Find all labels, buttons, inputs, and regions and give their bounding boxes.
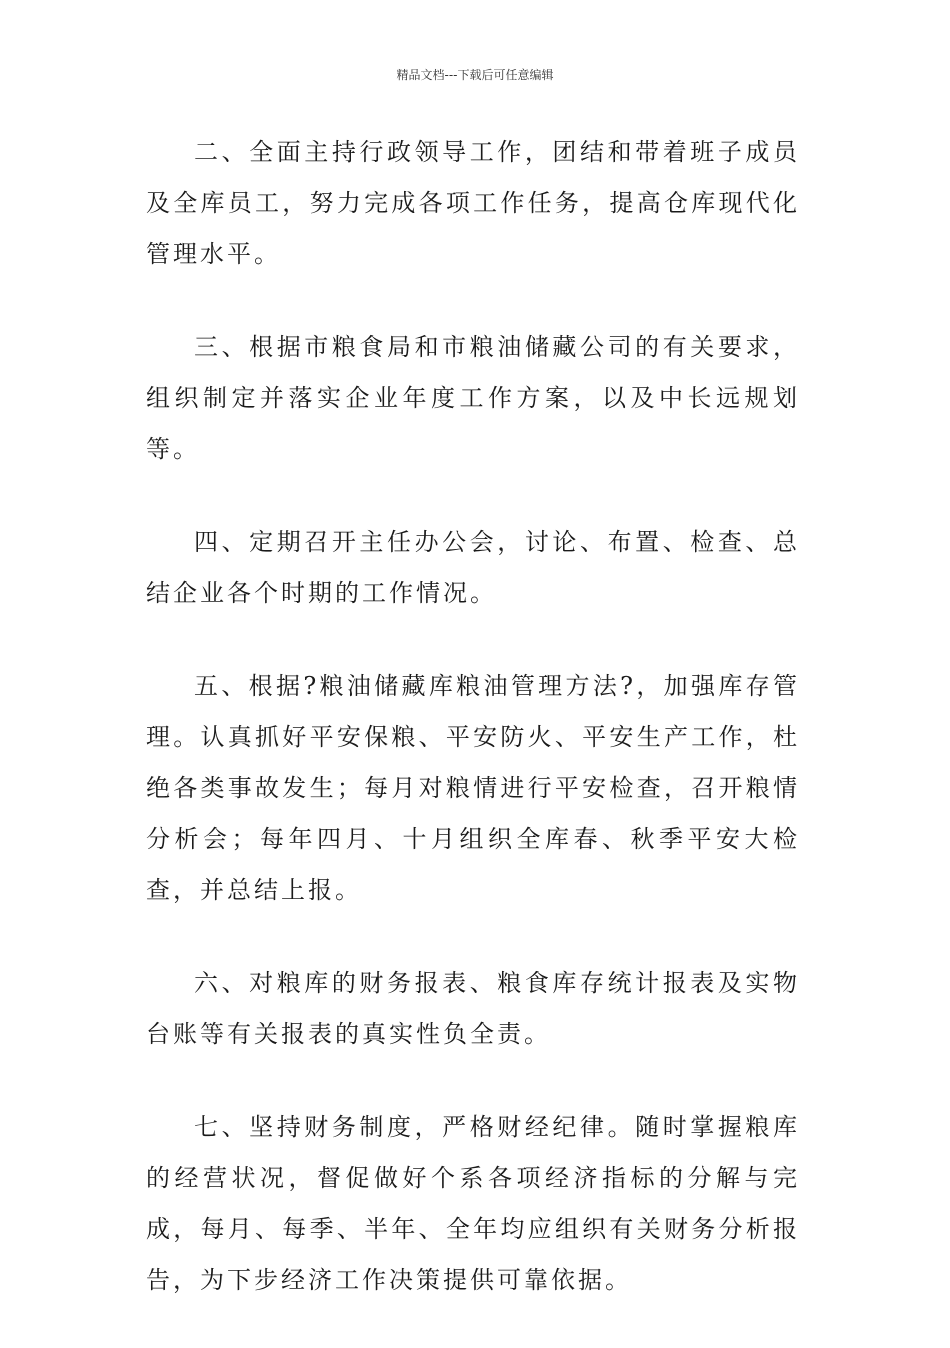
paragraph-6: 六、对粮库的财务报表、粮食库存统计报表及实物台账等有关报表的真实性负全责。 <box>146 969 800 1048</box>
paragraph-2: 二、全面主持行政领导工作，团结和带着班子成员及全库员工，努力完成各项工作任务，提高仓库现代化管理水平。 <box>146 138 800 268</box>
document-body <box>146 127 800 1348</box>
paragraph-3: 三、根据市粮食局和市粮油储藏公司的有关要求，组织制定并落实企业年度工作方案，以及中长远规划等。 <box>146 333 800 463</box>
paragraph-5: 五、根据?粮油储藏库粮油管理方法?，加强库存管理。认真抓好平安保粮、平安防火、平安生产工作，杜绝各类事故发生；每月对粮情进行平安检查，召开粮情分析会；每年四月、十月组织全库春、秋季平安大检查，并总结上报。 <box>146 672 800 904</box>
paragraph-7: 七、坚持财务制度，严格财经纪律。随时掌握粮库的经营状况，督促做好个系各项经济指标的分解与完成，每月、每季、半年、全年均应组织有关财务分析报告，为下步经济工作决策提供可靠依据。 <box>146 1113 800 1294</box>
paragraph-4: 四、定期召开主任办公会，讨论、布置、检查、总结企业各个时期的工作情况。 <box>146 528 800 607</box>
page-header: 精品文档---下载后可任意编辑 <box>396 68 554 82</box>
